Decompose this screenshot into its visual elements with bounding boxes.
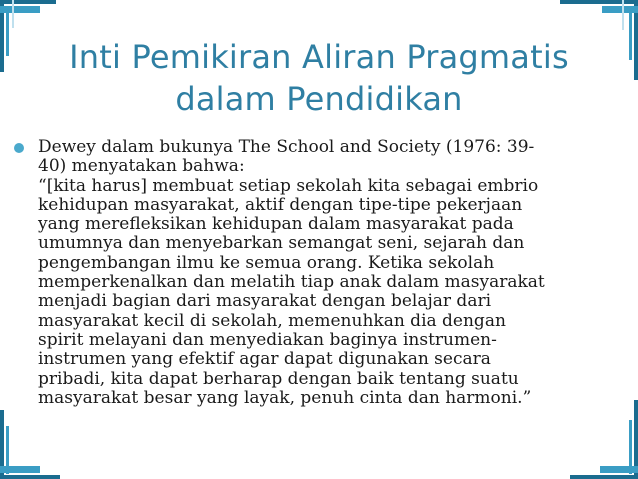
bullet-text-line: pribadi, kita dapat berharap dengan baik tentang suatu [38,368,519,389]
corner-thin-top-left [12,0,14,28]
bullet-text-line: pengembangan ilmu ke semua orang. Ketika sekolah [38,252,495,273]
corner-bar-bottom-right-horizontal [570,475,638,479]
bullet-text-line: kehidupan masyarakat, aktif dengan tipe-tipe pekerjaan [38,194,523,215]
slide-title-line-1: Inti Pemikiran Aliran Pragmatis [69,38,569,76]
bullet-text-line: masyarakat besar yang layak, penuh cinta dan harmoni.” [38,387,532,408]
bullet-text-line: yang merefleksikan kehidupan dalam masyarakat pada [38,214,514,235]
slide-title [0,36,638,120]
corner-bar-top-left-horizontal [0,0,56,4]
corner-accent-bottom-right-vertical [629,420,632,474]
bullet-text-line: memperkenalkan dan melatih tiap anak dalam masyarakat [38,272,545,293]
corner-accent-top-right [602,6,638,13]
corner-bar-top-right-horizontal [560,0,638,4]
bullet-icon [14,143,24,153]
slide-title-line-2: dalam Pendidikan [175,80,463,118]
bullet-text-line: “[kita harus] membuat setiap sekolah kita sebagai embrio [38,175,539,196]
corner-accent-bottom-right [600,466,638,473]
bullet-text-line: menjadi bagian dari masyarakat dengan belajar dari [38,291,492,312]
bullet-text [38,138,598,408]
bullet-text-line: masyarakat kecil di sekolah, memenuhkan dia dengan [38,310,506,331]
corner-accent-bottom-left-vertical [6,426,9,474]
bullet-text-line: umumnya dan menyebarkan semangat seni, sejarah dan [38,233,525,254]
bullet-text-line: instrumen yang efektif agar dapat digunakan secara [38,349,491,370]
corner-thin-top-right [622,0,624,30]
bullet-text-line: spirit melayani dan menyediakan baginya instrumen- [38,329,497,350]
bullet-text-line: 40) menyatakan bahwa: [38,156,245,177]
corner-bar-bottom-left-horizontal [0,475,60,479]
bullet-text-line: Dewey dalam bukunya The School and Society (1976: 39- [38,137,535,157]
